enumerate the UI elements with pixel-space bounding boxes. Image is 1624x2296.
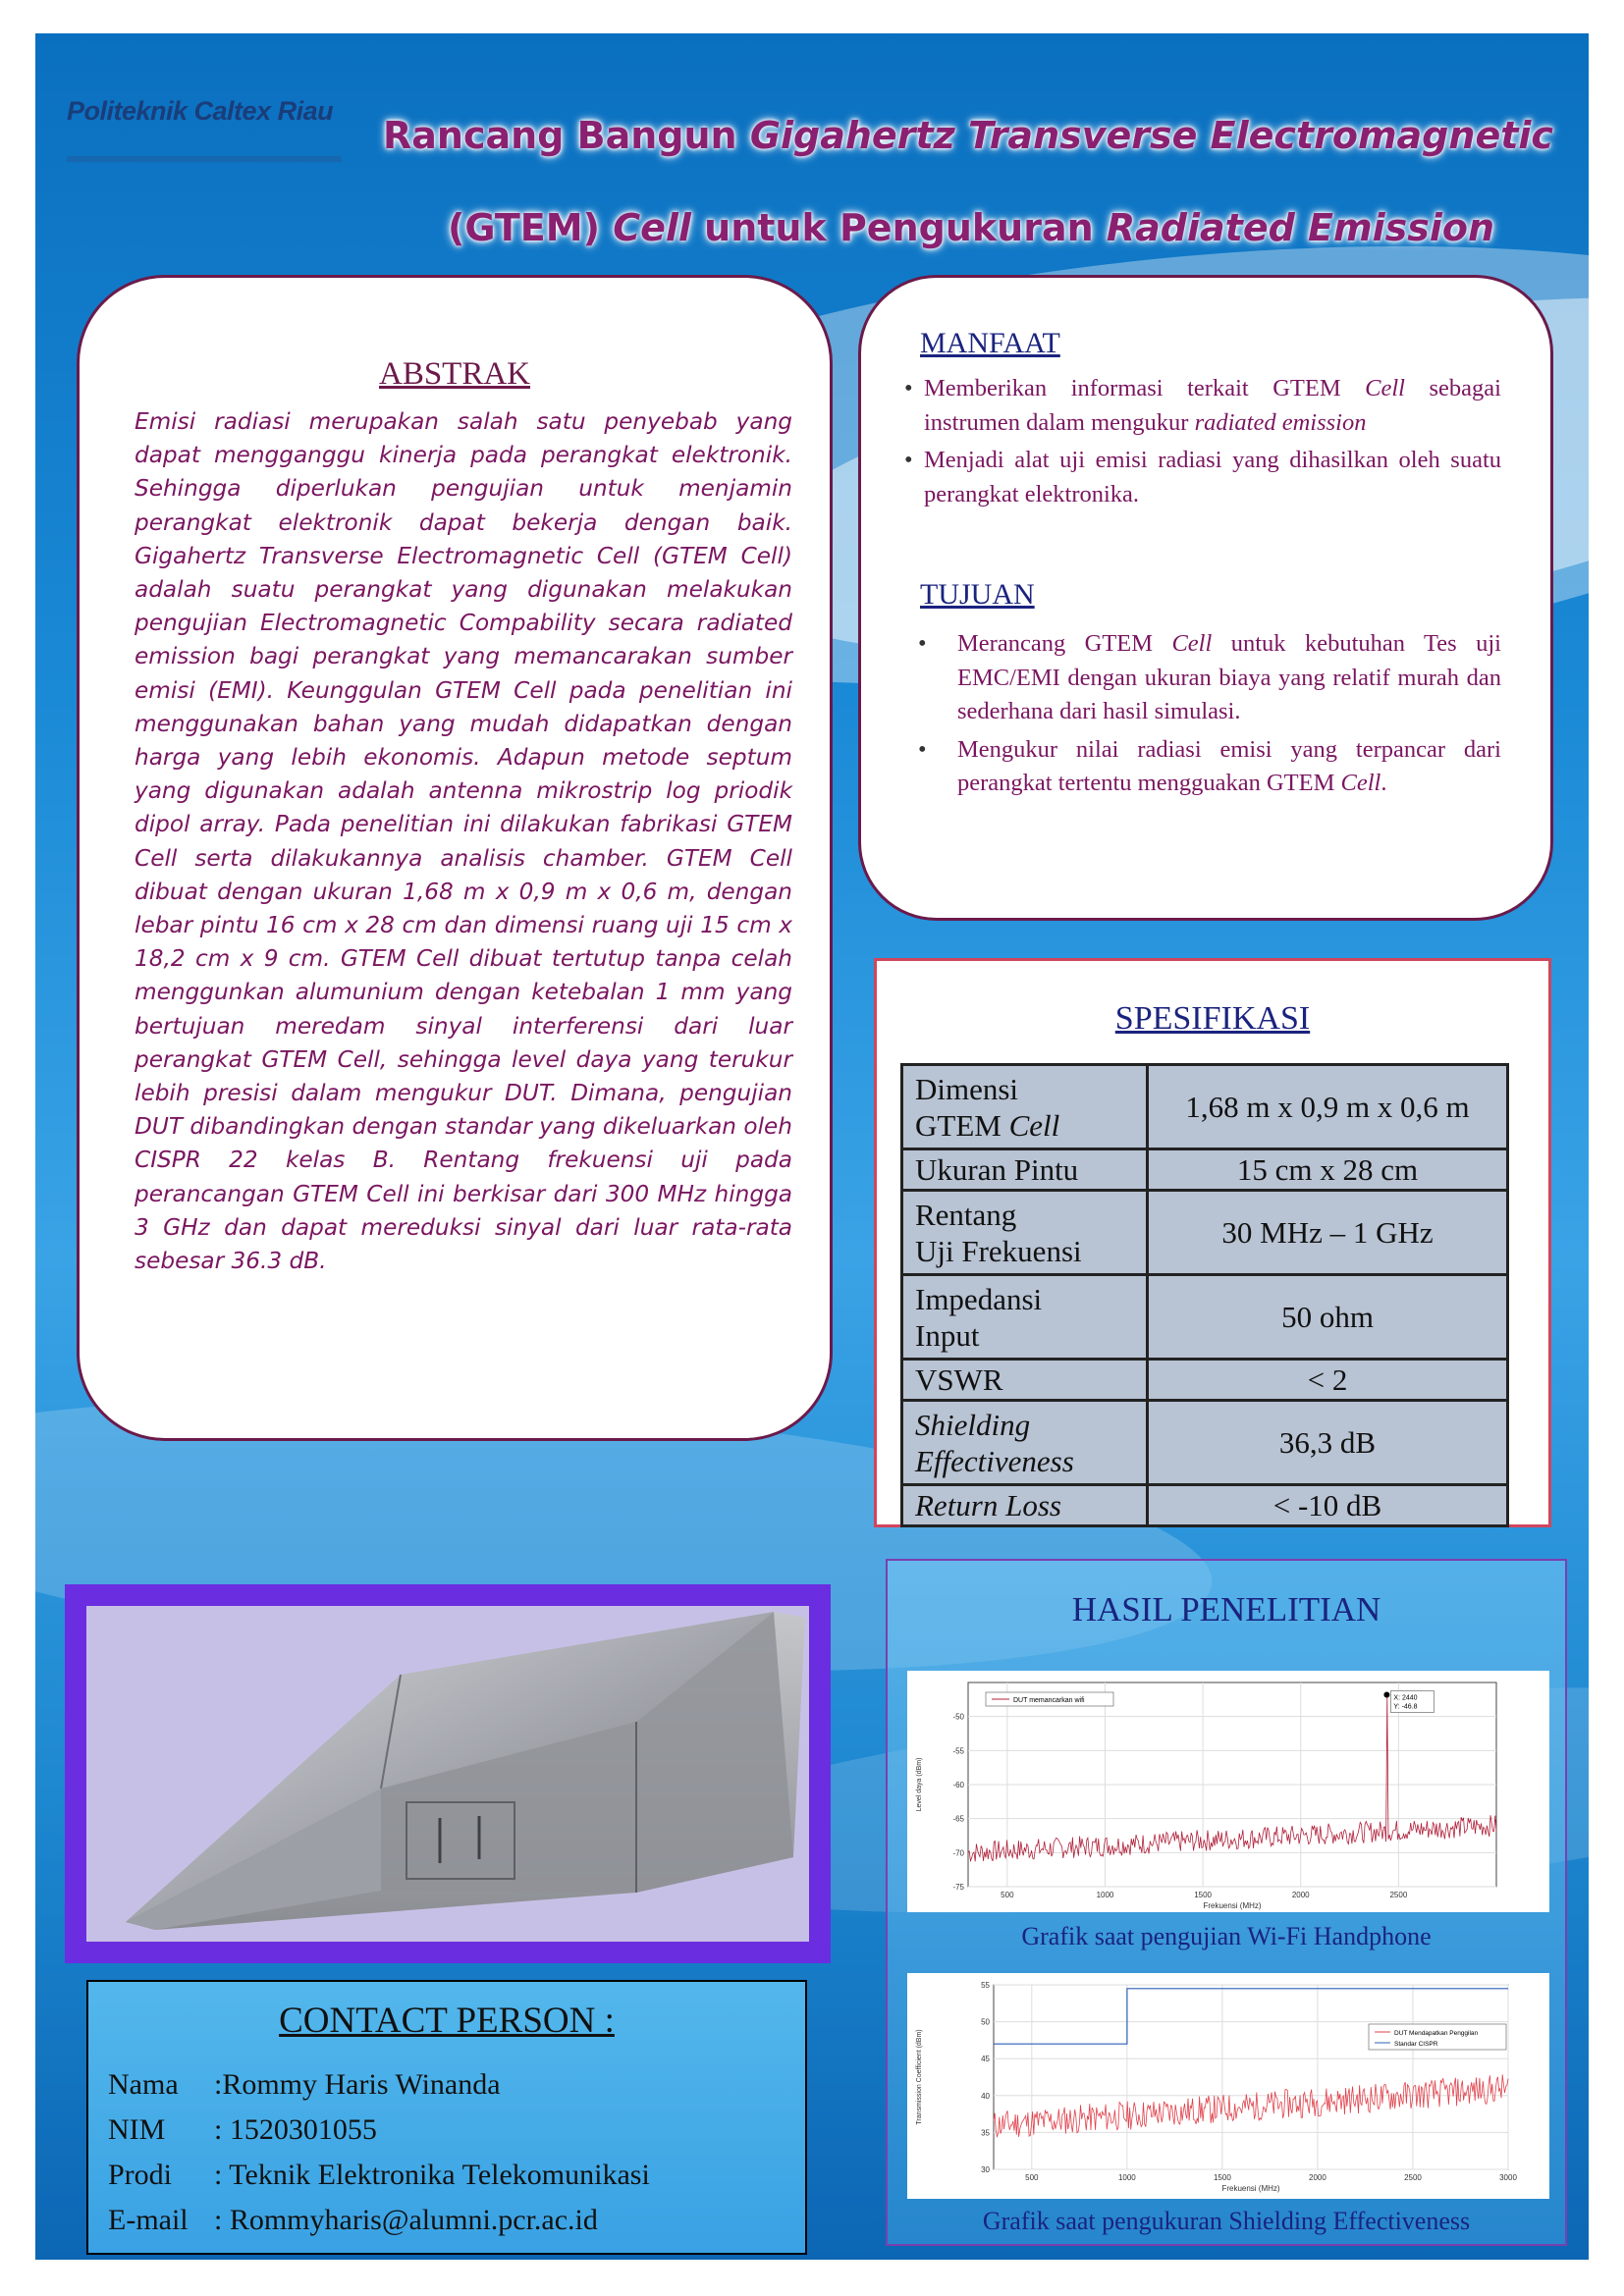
- x-tick-label: 2000: [1291, 1891, 1310, 1899]
- tujuan-heading: TUJUAN: [920, 578, 1035, 611]
- gtem-cell-illustration: [86, 1606, 809, 1942]
- list-item: [904, 372, 1501, 440]
- table-value-cell: 36,3 dB: [1148, 1401, 1508, 1485]
- chart-svg: [907, 1973, 1549, 2199]
- table-value-cell: < 2: [1148, 1360, 1508, 1401]
- list-item-italic: Cell: [1171, 630, 1213, 657]
- table-key-cell: VSWR: [902, 1360, 1148, 1401]
- legend-label: DUT Mendapatkan Penggilan: [1394, 2030, 1479, 2037]
- title-text: Rancang Bangun: [383, 114, 750, 157]
- y-tick-label: -75: [952, 1883, 964, 1892]
- peak-y-label: Y: -46.8: [1393, 1703, 1418, 1711]
- x-tick-label: 1500: [1213, 2173, 1231, 2182]
- chart-wifi-handphone: [907, 1671, 1549, 1912]
- legend-label: Standar CISPR: [1394, 2041, 1438, 2048]
- table-key-cell: [902, 1275, 1148, 1360]
- institution-logo: [67, 96, 361, 162]
- cell-italic: Cell: [1008, 1107, 1060, 1143]
- x-tick-label: 3000: [1499, 2173, 1517, 2182]
- cell-text: Impedansi: [915, 1281, 1043, 1316]
- y-tick-label: 55: [981, 1981, 990, 1990]
- y-tick-label: -65: [952, 1814, 964, 1824]
- contact-email[interactable]: : Rommyharis@alumni.pcr.ac.id: [214, 2204, 598, 2236]
- spesifikasi-panel: [874, 958, 1551, 1527]
- list-item-text: Merancang GTEM: [957, 630, 1172, 657]
- y-axis-label: Transmission Coefficient (dBm): [916, 2029, 923, 2125]
- gtem-cell-photo: [86, 1606, 809, 1942]
- table-row: [902, 1401, 1508, 1485]
- contact-row: [108, 2068, 501, 2102]
- table-key-cell: [902, 1065, 1148, 1149]
- x-tick-label: 2500: [1404, 2173, 1422, 2182]
- x-tick-label: 2500: [1389, 1891, 1408, 1899]
- table-row: [902, 1485, 1508, 1526]
- list-item-italic: radiated emission: [1194, 408, 1367, 436]
- plot-area: [994, 1985, 1508, 2169]
- list-item-text: untuk kebutuhan Tes uji EMC/EMI dengan ukuran biaya yang relatif murah dan sederhana dari hasil simulasi.: [957, 630, 1501, 724]
- abstrak-text: Emisi radiasi merupakan salah satu penyebab yang dapat mengganggu kinerja pada perangkat elektronik. Sehingga diperlukan pengujian untuk menjamin perangkat elektronik dapat bekerja dengan baik. Gigahertz Transverse Electromagnetic Cell (GTEM Cell) adalah suatu perangkat yang digunakan melakukan pengujian Electromagnetic Compability secara radiated emission bagi perangkat yang memancarakan sumber emisi (EMI). Keunggulan GTEM Cell pada penelitian ini menggunakan bahan yang mudah didapatkan dengan harga yang lebih ekonomis. Adapun metode septum yang digunakan adalah antenna mikrostrip log priodik dipol array. Pada penelitian ini dilakukan fabrikasi GTEM Cell serta dilakukannya analisis chamber. GTEM Cell dibuat dengan ukuran 1,68 m x 0,9 m x 0,6 m, dengan lebar pintu 16 cm x 28 cm dan dimensi ruang uji 15 cm x 18,2 cm x 9 cm. GTEM Cell dibuat tertutup tanpa celah menggunkan alumunium dengan ketebalan 1 mm yang bertujuan meredam sinyal interferensi dari luar perangkat GTEM Cell, sehingga level daya yang terukur lebih presisi dalam mengukur DUT. Dimana, pengujian DUT dibandingkan dengan standar yang dikeluarkan oleh CISPR 22 kelas B. Rentang frekuensi uji pada perancangan GTEM Cell ini berkisar dari 300 MHz hingga 3 GHz dan dapat mereduksi sinyal dari luar rata-rata sebesar 36.3 dB.: [135, 408, 792, 1275]
- table-row: [902, 1275, 1508, 1360]
- list-item: [918, 627, 1501, 729]
- title-text: untuk Pengukuran: [690, 206, 1107, 249]
- x-tick-label: 2000: [1309, 2173, 1326, 2182]
- poster-title-line-1: [383, 114, 1553, 157]
- contact-value: :Rommy Haris Winanda: [214, 2068, 501, 2101]
- table-value-cell: 15 cm x 28 cm: [1148, 1149, 1508, 1191]
- title-italic-text: Cell: [613, 206, 691, 249]
- cell-italic: Return Loss: [915, 1488, 1061, 1522]
- chart-shielding-effectiveness: [907, 1973, 1549, 2199]
- contact-panel: [86, 1980, 807, 2255]
- list-item-text: Memberikan informasi terkait GTEM: [924, 375, 1366, 401]
- peak-marker: [1383, 1691, 1389, 1697]
- logo-underline: [67, 156, 342, 162]
- cell-text: GTEM: [915, 1107, 1009, 1143]
- list-item: [918, 733, 1501, 801]
- x-axis-label: Frekuensi (MHz): [1203, 1901, 1262, 1910]
- hasil-panel: [886, 1559, 1567, 2246]
- y-tick-label: 40: [981, 2091, 990, 2101]
- peak-x-label: X: 2440: [1393, 1694, 1418, 1702]
- list-item-italic: Cell: [1340, 770, 1381, 796]
- list-item-italic: Cell: [1365, 375, 1405, 401]
- spesifikasi-heading: SPESIFIKASI: [1114, 1000, 1311, 1037]
- poster-title-line-2: [448, 206, 1494, 249]
- list-item-text: Mengukur nilai radiasi emisi yang terpancar dari perangkat tertentu mengguakan GTEM: [957, 735, 1501, 796]
- poster-background: [35, 33, 1589, 2260]
- chart-caption: Grafik saat pengujian Wi-Fi Handphone: [1021, 1922, 1432, 1950]
- tujuan-list: [918, 627, 1501, 805]
- y-tick-label: 45: [981, 2055, 990, 2064]
- cell-italic: Effectiveness: [915, 1443, 1074, 1478]
- x-tick-label: 1500: [1194, 1891, 1213, 1899]
- list-item-text: .: [1380, 770, 1387, 796]
- x-tick-label: 1000: [1096, 1891, 1114, 1899]
- manfaat-list: [904, 372, 1501, 515]
- table-value-cell: < -10 dB: [1148, 1485, 1508, 1526]
- contact-label: E-mail: [108, 2204, 189, 2236]
- legend-label: DUT memancarkan wifi: [1013, 1697, 1085, 1704]
- contact-label: Prodi: [108, 2159, 173, 2191]
- x-tick-label: 500: [1025, 2173, 1039, 2182]
- x-tick-label: 1000: [1117, 2173, 1136, 2182]
- contact-row: [108, 2204, 598, 2237]
- list-item-text: sebagai instrumen dalam mengukur: [924, 375, 1501, 436]
- table-key-cell: [902, 1401, 1148, 1485]
- y-axis-label: Level daya (dBm): [916, 1757, 923, 1812]
- title-italic-text: Radiated Emission: [1106, 206, 1495, 249]
- spesifikasi-table: [900, 1063, 1509, 1527]
- contact-label: Nama: [108, 2068, 179, 2101]
- title-italic-text: Gigahertz Transverse Electromagnetic: [749, 114, 1553, 157]
- manfaat-tujuan-panel: [858, 275, 1553, 921]
- list-item: [904, 444, 1501, 511]
- table-key-cell: [902, 1485, 1148, 1526]
- contact-label: NIM: [108, 2113, 166, 2146]
- table-value-cell: 50 ohm: [1148, 1275, 1508, 1360]
- abstrak-panel: [77, 275, 833, 1441]
- cell-text: Uji Frekuensi: [915, 1233, 1082, 1268]
- cell-text: Input: [915, 1317, 980, 1353]
- list-item-text: Menjadi alat uji emisi radiasi yang dihasilkan oleh suatu perangkat elektronika.: [924, 447, 1501, 507]
- y-tick-label: -70: [952, 1848, 964, 1858]
- y-tick-label: 35: [981, 2128, 990, 2138]
- institution-name: Politeknik Caltex Riau: [67, 96, 334, 126]
- cell-italic: Shielding: [915, 1407, 1031, 1442]
- chart-svg: [907, 1671, 1549, 1912]
- y-tick-label: -60: [952, 1781, 964, 1789]
- contact-row: [108, 2113, 377, 2147]
- y-tick-label: -50: [952, 1712, 964, 1722]
- contact-value: : Teknik Elektronika Telekomunikasi: [214, 2159, 650, 2191]
- manfaat-heading: MANFAAT: [920, 327, 1060, 359]
- cell-text: Rentang: [915, 1197, 1017, 1232]
- x-axis-label: Frekuensi (MHz): [1221, 2184, 1280, 2193]
- table-row: [902, 1360, 1508, 1401]
- contact-heading: CONTACT PERSON :: [279, 2001, 615, 2041]
- contact-row: [108, 2159, 650, 2192]
- table-row: [902, 1149, 1508, 1191]
- hasil-heading: HASIL PENELITIAN: [1071, 1590, 1381, 1629]
- title-text: (GTEM): [448, 206, 614, 249]
- table-key-cell: [902, 1191, 1148, 1275]
- y-tick-label: 30: [981, 2165, 990, 2174]
- table-value-cell: 1,68 m x 0,9 m x 0,6 m: [1148, 1065, 1508, 1149]
- table-value-cell: 30 MHz – 1 GHz: [1148, 1191, 1508, 1275]
- abstrak-heading: ABSTRAK: [378, 356, 531, 392]
- gtem-cell-photo-frame: [65, 1584, 831, 1963]
- y-tick-label: -55: [952, 1746, 964, 1756]
- table-row: [902, 1191, 1508, 1275]
- contact-value: : 1520301055: [214, 2113, 377, 2146]
- table-row: [902, 1065, 1508, 1149]
- y-tick-label: 50: [981, 2017, 990, 2027]
- cell-text: Dimensi: [915, 1071, 1019, 1106]
- chart-caption: Grafik saat pengukuran Shielding Effectiveness: [982, 2207, 1471, 2235]
- x-tick-label: 500: [1001, 1891, 1014, 1899]
- table-key-cell: Ukuran Pintu: [902, 1149, 1148, 1191]
